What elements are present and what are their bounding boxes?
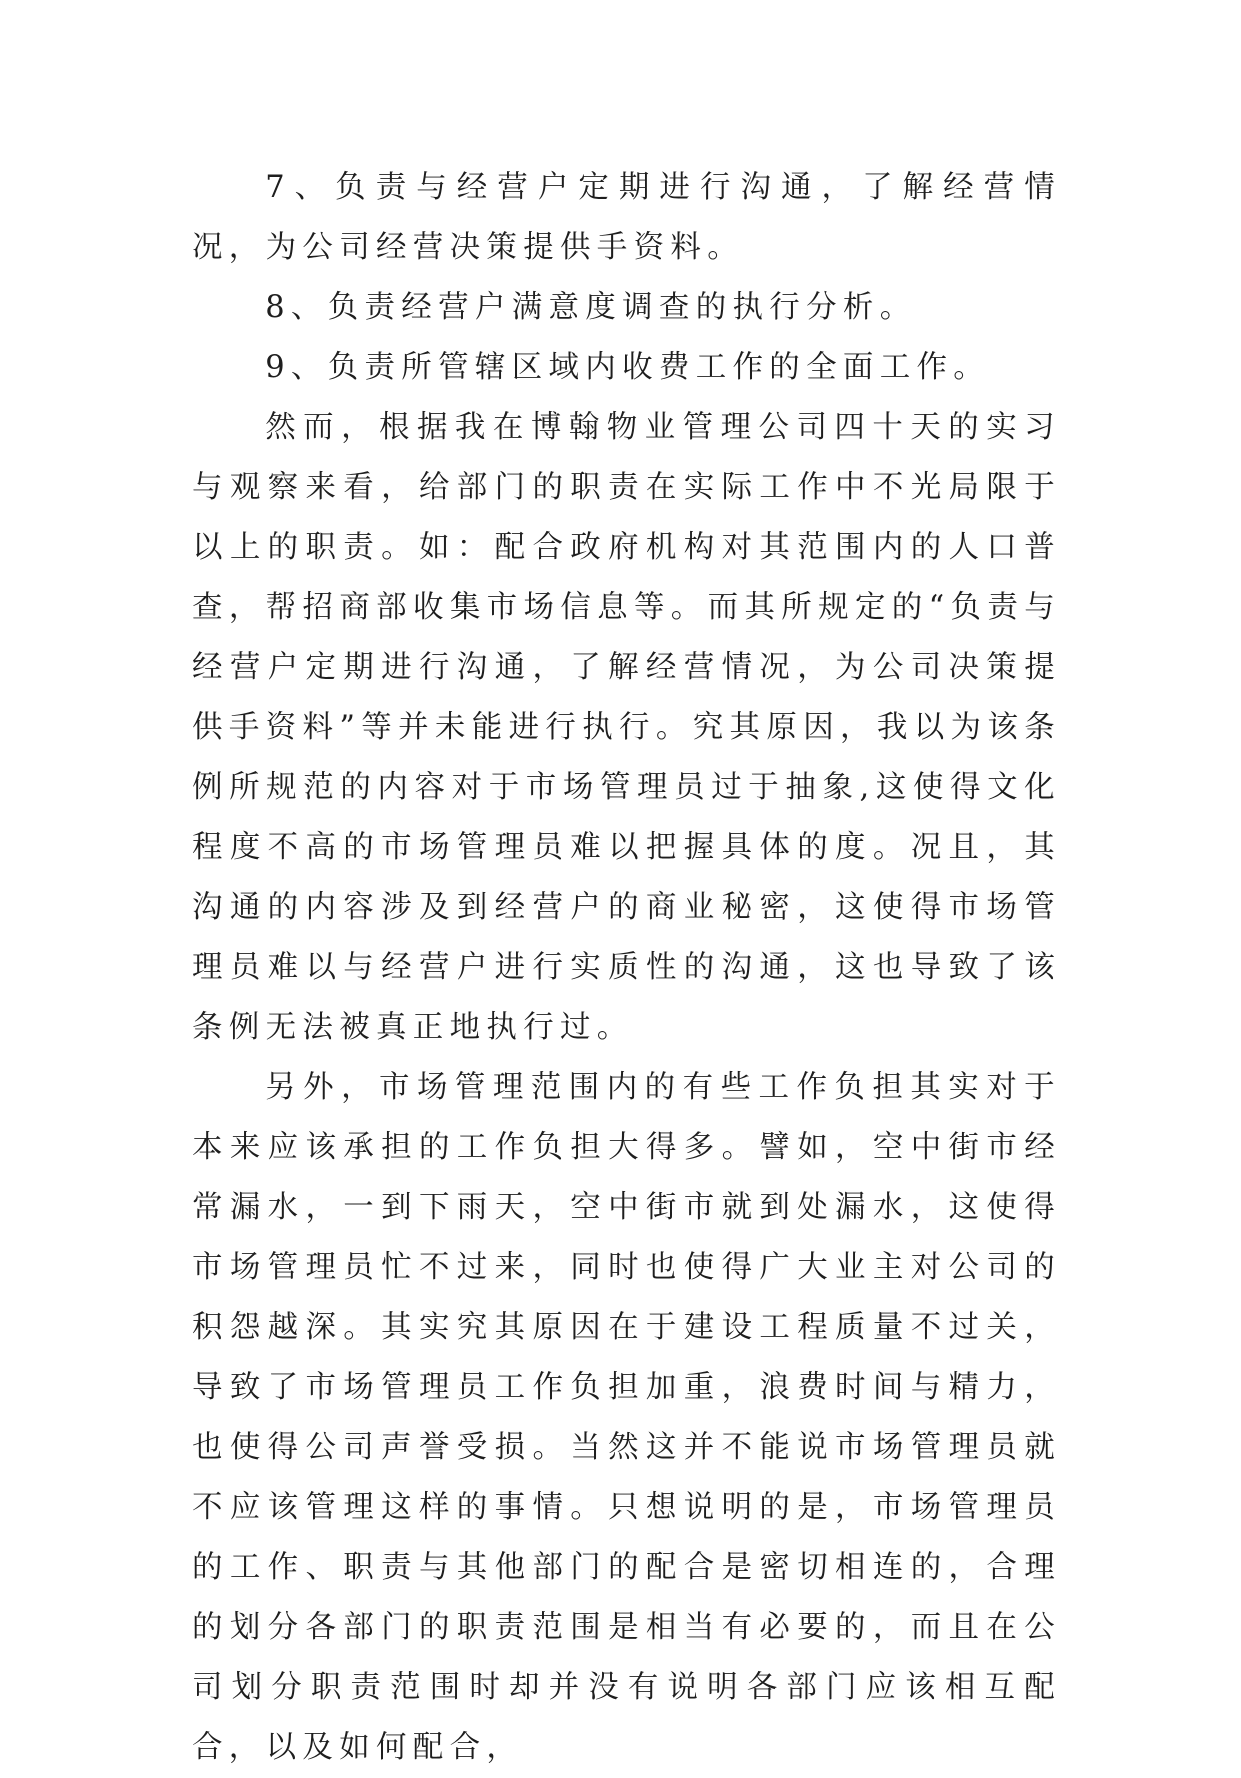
- paragraph-observation: 然而，根据我在博翰物业管理公司四十天的实习与观察来看，给部门的职责在实际工作中不光局限于以上的职责。如：配合政府机构对其范围内的人口普查，帮招商部收集市场信息等。而其所规定的“负责与经营户定期进行沟通，了解经营情况，为公司决策提供手资料”等并未能进行执行。究其原因，我以为该条例所规范的内容对于市场管理员过于抽象,这使得文化程度不高的市场管理员难以把握具体的度。况且，其沟通的内容涉及到经营户的商业秘密，这使得市场管理员难以与经营户进行实质性的沟通，这也导致了该条例无法被真正地执行过。: [192, 410, 1061, 1045]
- paragraph-item-9: 9、负责所管辖区域内收费工作的全面工作。: [265, 350, 991, 385]
- paragraph-item-8: 8、负责经营户满意度调查的执行分析。: [265, 290, 917, 325]
- paragraph-workload: 另外，市场管理范围内的有些工作负担其实对于本来应该承担的工作负担大得多。譬如，空中街市经常漏水，一到下雨天，空中街市就到处漏水，这使得市场管理员忙不过来，同时也使得广大业主对公司的积怨越深。其实究其原因在于建设工程质量不过关，导致了市场管理员工作负担加重，浪费时间与精力，也使得公司声誉受损。当然这并不能说市场管理员就不应该管理这样的事情。只想说明的是，市场管理员的工作、职责与其他部门的配合是密切相连的，合理的划分各部门的职责范围是相当有必要的，而且在公司划分职责范围时却并没有说明各部门应该相互配合，以及如何配合，: [192, 1070, 1061, 1765]
- paragraph-item-7: 7、负责与经营户定期进行沟通，了解经营情况，为公司经营决策提供手资料。: [192, 170, 1061, 265]
